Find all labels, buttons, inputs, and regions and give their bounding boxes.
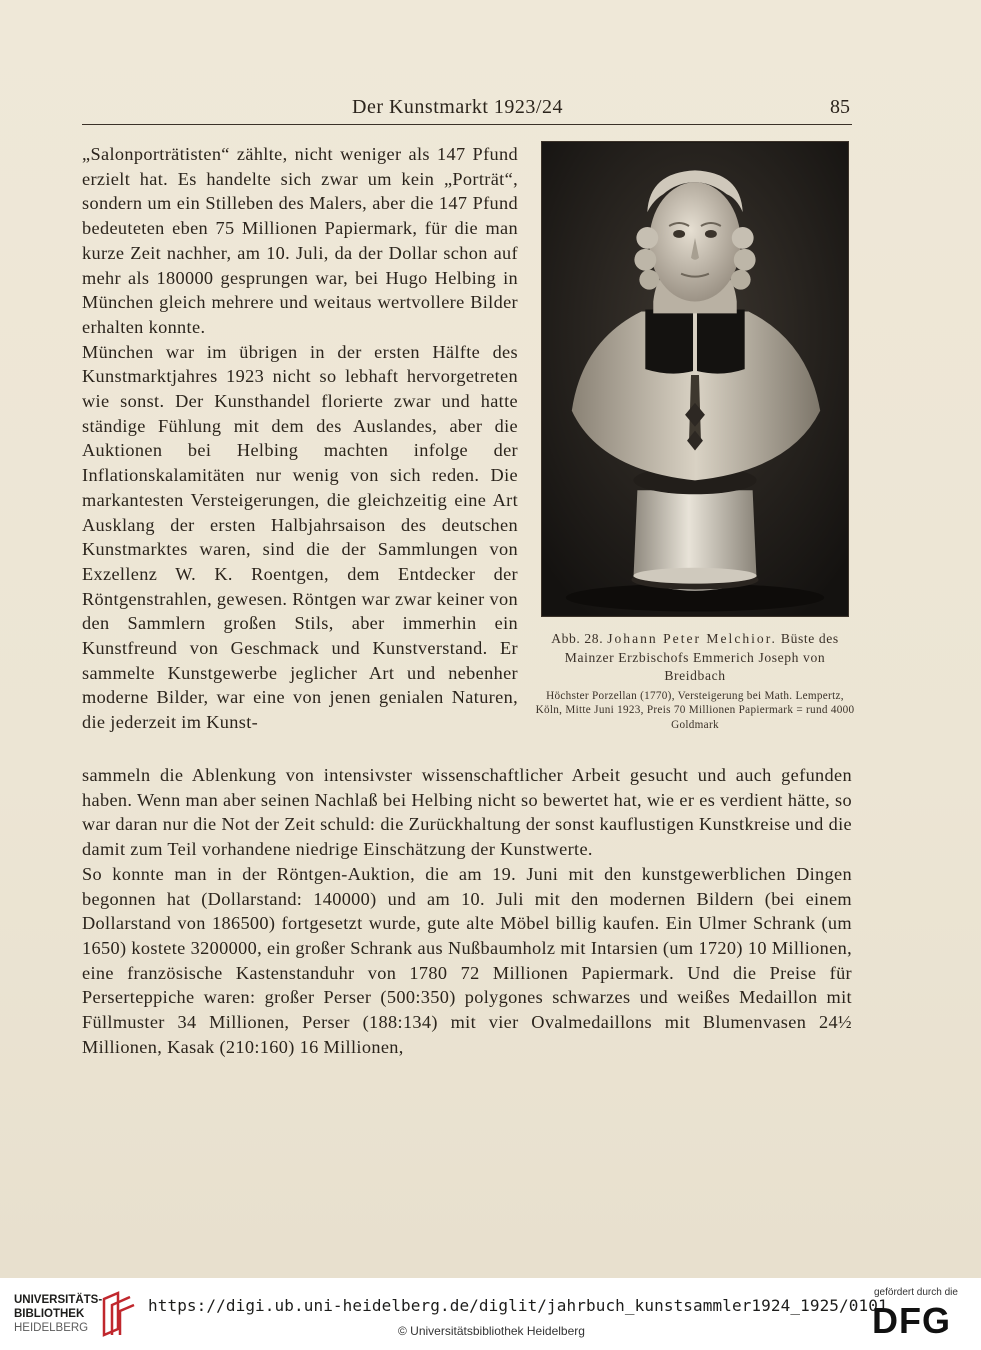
caption-artist: Johann Peter Melchior.: [607, 631, 777, 646]
paragraph: München war im übrigen in der ersten Hälfte des Kunstmarktjahres 1923 nicht so lebhaft hervorgetreten wie sonst. Der Kunsthandel florierte zwar und hatte ständige Fühlung mit dem des Auslandes, aber die Auktionen bei Helbing machten infolge der Inflationskalamitäten nur wenig von sich reden. Die markantesten Versteigerungen, die gleichzeitig eine Art Ausklang der ersten Halbjahrsaison des deutschen Kunstmarktes waren, sind die der Sammlungen von Exzellenz W. K. Roentgen, dem Entdecker der Röntgenstrahlen, gewesen. Röntgen war zwar keiner von den Sammlern großen Stils, aber immerhin ein Kunstfreund von Geschmack und Kunstverstand. Er sammelte Kunstgewerbe jeglicher Art und nebenher moderne Bilder, war eine von jenen genialen Naturen, die jederzeit im Kunst-: [82, 341, 518, 733]
library-logo-text[interactable]: [14, 1293, 106, 1335]
text-column-narrow: [82, 142, 518, 735]
caption-details: Höchster Porzellan (1770), Versteigerung bei Math. Lempertz, Köln, Mitte Juni 1923, Preis 70 Millionen Papiermark = rund 4000 Goldmark: [535, 689, 855, 731]
library-logo-icon[interactable]: [100, 1291, 136, 1337]
permalink-url[interactable]: https://digi.ub.uni-heidelberg.de/diglit/jahrbuch_kunstsammler1924_1925/0101: [148, 1296, 888, 1315]
library-name-line1: UNIVERSITÄTS-: [14, 1294, 103, 1306]
paragraph: „Salonporträtisten“ zählte, nicht weniger als 147 Pfund erzielt hat. Es handelte sich zwar um kein „Porträt“, sondern um ein Stilleben des Malers, aber die 147 Pfund bedeuteten eben 75 Millionen Papiermark, für die man kurze Zeit nachher, am 10. Juli, da der Dollar schon auf mehr als 180000 gesprungen war, bei Hugo Helbing in München gleich mehrere und weitaus wertvollere Bilder erhalten konnte.: [82, 144, 518, 337]
viewer-footer: [0, 1278, 981, 1350]
bust-image: [542, 142, 848, 616]
copyright-notice: © Universitätsbibliothek Heidelberg: [398, 1324, 585, 1338]
library-name-line2: BIBLIOTHEK: [14, 1308, 85, 1320]
page-number: 85: [830, 96, 850, 118]
caption-title: [535, 630, 855, 686]
figure-caption: [535, 630, 855, 732]
paragraph: So konnte man in der Röntgen-Auktion, die am 19. Juni mit den kunstgewerblichen Dingen begonnen hat (Dollarstand: 140000) und am 10. Juli mit den modernen Bildern (bei einem Dollarstand von 186500) fortgesetzt wurde, gute alte Möbel billig kaufen. Ein Ulmer Schrank (um 1650) kostete 3200000, ein großer Schrank aus Nußbaumholz mit Intarsien (um 1720) 10 Millionen, eine französische Kastenstanduhr von 1780 72 Millionen Papiermark. Und die Preise für Perserteppiche waren: großer Perser (500:350) polygones schwarzes und weißes Medaillon mit Füllmuster 34 Millionen, Perser (188:134) mit vier Ovalmedaillons mit Blumenvasen 24½ Millionen, Kasak (210:160) 16 Millionen,: [82, 863, 852, 1057]
library-name-line3: HEIDELBERG: [14, 1322, 89, 1334]
text-column-wide: [82, 763, 852, 1059]
bust-photograph: [541, 141, 849, 617]
paragraph: sammeln die Ablenkung von intensivster wissenschaftlicher Arbeit gesucht und auch gefunden haben. Wenn man aber seinen Nachlaß bei Helbing nicht so bewertet hat, wie er es verdient hätte, so war daran nur die Not der Zeit schuld: die Zurückhaltung der sonst kauflustigen Kunstkreise und die damit zum Teil vorhandene niedrige Einschätzung der Kunstwerte.: [82, 765, 852, 860]
funder-label: gefördert durch die: [874, 1287, 958, 1298]
caption-prefix: Abb. 28.: [551, 631, 604, 646]
running-head: [82, 96, 852, 125]
running-title: Der Kunstmarkt 1923/24: [352, 96, 563, 118]
caption-description: Büste des Mainzer Erzbischofs Emmerich Joseph von Breidbach: [564, 631, 839, 683]
dfg-logo[interactable]: DFG: [872, 1300, 951, 1341]
